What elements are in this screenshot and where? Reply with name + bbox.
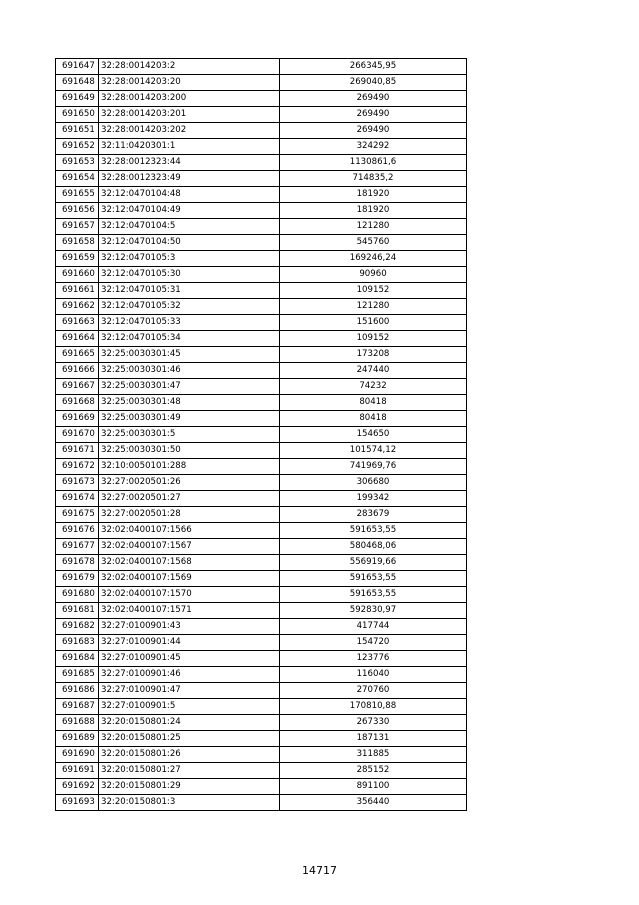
row-id-cell: 691688 <box>56 715 99 731</box>
row-id-cell: 691661 <box>56 283 99 299</box>
row-id-cell: 691654 <box>56 171 99 187</box>
table-row <box>56 699 467 715</box>
cadastral-number-cell: 32:12:0470105:3 <box>99 251 280 267</box>
row-id-cell: 691660 <box>56 267 99 283</box>
value-cell: 90960 <box>280 267 467 283</box>
cadastral-number-cell: 32:27:0100901:43 <box>99 619 280 635</box>
value-cell: 74232 <box>280 379 467 395</box>
row-id-cell: 691662 <box>56 299 99 315</box>
value-cell: 311885 <box>280 747 467 763</box>
value-cell: 154650 <box>280 427 467 443</box>
row-id-cell: 691655 <box>56 187 99 203</box>
row-id-cell: 691648 <box>56 75 99 91</box>
row-id-cell: 691684 <box>56 651 99 667</box>
value-cell: 591653,55 <box>280 571 467 587</box>
table-row <box>56 75 467 91</box>
table-row <box>56 651 467 667</box>
table-row <box>56 251 467 267</box>
value-cell: 580468,06 <box>280 539 467 555</box>
value-cell: 121280 <box>280 299 467 315</box>
cadastral-number-cell: 32:25:0030301:48 <box>99 395 280 411</box>
cadastral-number-cell: 32:27:0100901:45 <box>99 651 280 667</box>
table-row <box>56 731 467 747</box>
table-row <box>56 267 467 283</box>
table-row <box>56 795 467 811</box>
value-cell: 741969,76 <box>280 459 467 475</box>
value-cell: 714835,2 <box>280 171 467 187</box>
cadastral-number-cell: 32:12:0470105:32 <box>99 299 280 315</box>
row-id-cell: 691667 <box>56 379 99 395</box>
table-row <box>56 187 467 203</box>
table-row <box>56 667 467 683</box>
row-id-cell: 691677 <box>56 539 99 555</box>
row-id-cell: 691680 <box>56 587 99 603</box>
value-cell: 109152 <box>280 283 467 299</box>
table-row <box>56 155 467 171</box>
cadastral-number-cell: 32:12:0470105:31 <box>99 283 280 299</box>
value-cell: 80418 <box>280 395 467 411</box>
table-row <box>56 139 467 155</box>
row-id-cell: 691675 <box>56 507 99 523</box>
row-id-cell: 691647 <box>56 59 99 75</box>
cadastral-number-cell: 32:12:0470104:48 <box>99 187 280 203</box>
row-id-cell: 691652 <box>56 139 99 155</box>
value-cell: 1130861,6 <box>280 155 467 171</box>
value-cell: 101574,12 <box>280 443 467 459</box>
cadastral-number-cell: 32:12:0470105:34 <box>99 331 280 347</box>
table-row <box>56 635 467 651</box>
row-id-cell: 691690 <box>56 747 99 763</box>
row-id-cell: 691691 <box>56 763 99 779</box>
table-row <box>56 347 467 363</box>
value-cell: 283679 <box>280 507 467 523</box>
table-row <box>56 683 467 699</box>
value-cell: 545760 <box>280 235 467 251</box>
cadastral-number-cell: 32:28:0014203:20 <box>99 75 280 91</box>
table-row <box>56 539 467 555</box>
cadastral-number-cell: 32:28:0014203:201 <box>99 107 280 123</box>
cadastral-number-cell: 32:20:0150801:25 <box>99 731 280 747</box>
cadastral-number-cell: 32:27:0100901:5 <box>99 699 280 715</box>
table-row <box>56 123 467 139</box>
table-row <box>56 571 467 587</box>
row-id-cell: 691681 <box>56 603 99 619</box>
cadastral-number-cell: 32:02:0400107:1571 <box>99 603 280 619</box>
row-id-cell: 691665 <box>56 347 99 363</box>
value-cell: 356440 <box>280 795 467 811</box>
row-id-cell: 691673 <box>56 475 99 491</box>
cadastral-number-cell: 32:20:0150801:27 <box>99 763 280 779</box>
row-id-cell: 691650 <box>56 107 99 123</box>
cadastral-number-cell: 32:25:0030301:5 <box>99 427 280 443</box>
cadastral-number-cell: 32:25:0030301:45 <box>99 347 280 363</box>
value-cell: 417744 <box>280 619 467 635</box>
table-row <box>56 411 467 427</box>
row-id-cell: 691682 <box>56 619 99 635</box>
cadastral-number-cell: 32:28:0012323:49 <box>99 171 280 187</box>
row-id-cell: 691693 <box>56 795 99 811</box>
page-number: 14717 <box>302 864 337 877</box>
cadastral-number-cell: 32:27:0100901:44 <box>99 635 280 651</box>
value-cell: 891100 <box>280 779 467 795</box>
cadastral-number-cell: 32:25:0030301:47 <box>99 379 280 395</box>
value-cell: 121280 <box>280 219 467 235</box>
cadastral-number-cell: 32:12:0470105:33 <box>99 315 280 331</box>
value-cell: 269490 <box>280 123 467 139</box>
value-cell: 181920 <box>280 187 467 203</box>
table-row <box>56 779 467 795</box>
value-cell: 187131 <box>280 731 467 747</box>
table-row <box>56 379 467 395</box>
cadastral-number-cell: 32:02:0400107:1567 <box>99 539 280 555</box>
value-cell: 247440 <box>280 363 467 379</box>
cadastral-number-cell: 32:20:0150801:24 <box>99 715 280 731</box>
row-id-cell: 691663 <box>56 315 99 331</box>
row-id-cell: 691692 <box>56 779 99 795</box>
value-cell: 306680 <box>280 475 467 491</box>
value-cell: 169246,24 <box>280 251 467 267</box>
row-id-cell: 691670 <box>56 427 99 443</box>
row-id-cell: 691658 <box>56 235 99 251</box>
table-row <box>56 91 467 107</box>
value-cell: 269040,85 <box>280 75 467 91</box>
cadastral-number-cell: 32:10:0050101:288 <box>99 459 280 475</box>
cadastral-number-cell: 32:27:0020501:26 <box>99 475 280 491</box>
cadastral-number-cell: 32:12:0470104:5 <box>99 219 280 235</box>
table-row <box>56 59 467 75</box>
cadastral-number-cell: 32:27:0020501:27 <box>99 491 280 507</box>
table-row <box>56 619 467 635</box>
table-row <box>56 219 467 235</box>
table-row <box>56 235 467 251</box>
table-row <box>56 299 467 315</box>
row-id-cell: 691669 <box>56 411 99 427</box>
table-row <box>56 603 467 619</box>
row-id-cell: 691651 <box>56 123 99 139</box>
cadastral-number-cell: 32:02:0400107:1566 <box>99 523 280 539</box>
table-body <box>56 59 467 811</box>
cadastral-number-cell: 32:25:0030301:46 <box>99 363 280 379</box>
table-row <box>56 763 467 779</box>
cadastral-number-cell: 32:25:0030301:49 <box>99 411 280 427</box>
cadastral-number-cell: 32:27:0100901:47 <box>99 683 280 699</box>
row-id-cell: 691672 <box>56 459 99 475</box>
row-id-cell: 691671 <box>56 443 99 459</box>
row-id-cell: 691689 <box>56 731 99 747</box>
cadastral-number-cell: 32:12:0470104:50 <box>99 235 280 251</box>
row-id-cell: 691676 <box>56 523 99 539</box>
value-cell: 285152 <box>280 763 467 779</box>
cadastral-number-cell: 32:27:0100901:46 <box>99 667 280 683</box>
value-cell: 199342 <box>280 491 467 507</box>
row-id-cell: 691649 <box>56 91 99 107</box>
cadastral-number-cell: 32:20:0150801:29 <box>99 779 280 795</box>
cadastral-number-cell: 32:25:0030301:50 <box>99 443 280 459</box>
value-cell: 173208 <box>280 347 467 363</box>
table-row <box>56 587 467 603</box>
cadastral-number-cell: 32:27:0020501:28 <box>99 507 280 523</box>
table-row <box>56 171 467 187</box>
table-row <box>56 363 467 379</box>
table-row <box>56 331 467 347</box>
cadastral-number-cell: 32:02:0400107:1568 <box>99 555 280 571</box>
value-cell: 151600 <box>280 315 467 331</box>
cadastral-number-cell: 32:28:0012323:44 <box>99 155 280 171</box>
value-cell: 80418 <box>280 411 467 427</box>
value-cell: 267330 <box>280 715 467 731</box>
cadastral-number-cell: 32:28:0014203:2 <box>99 59 280 75</box>
value-cell: 116040 <box>280 667 467 683</box>
table-row <box>56 507 467 523</box>
table-row <box>56 427 467 443</box>
row-id-cell: 691666 <box>56 363 99 379</box>
table-row <box>56 459 467 475</box>
value-cell: 266345,95 <box>280 59 467 75</box>
value-cell: 592830,97 <box>280 603 467 619</box>
table-row <box>56 395 467 411</box>
row-id-cell: 691686 <box>56 683 99 699</box>
cadastral-number-cell: 32:20:0150801:3 <box>99 795 280 811</box>
value-cell: 109152 <box>280 331 467 347</box>
row-id-cell: 691659 <box>56 251 99 267</box>
row-id-cell: 691656 <box>56 203 99 219</box>
table-row <box>56 475 467 491</box>
table-row <box>56 715 467 731</box>
table-row <box>56 203 467 219</box>
value-cell: 269490 <box>280 107 467 123</box>
value-cell: 591653,55 <box>280 587 467 603</box>
row-id-cell: 691664 <box>56 331 99 347</box>
table-row <box>56 107 467 123</box>
row-id-cell: 691683 <box>56 635 99 651</box>
table-row <box>56 555 467 571</box>
value-cell: 324292 <box>280 139 467 155</box>
table-row <box>56 315 467 331</box>
row-id-cell: 691679 <box>56 571 99 587</box>
table-row <box>56 747 467 763</box>
value-cell: 591653,55 <box>280 523 467 539</box>
cadastral-number-cell: 32:28:0014203:200 <box>99 91 280 107</box>
table-row <box>56 443 467 459</box>
table-row <box>56 491 467 507</box>
value-cell: 123776 <box>280 651 467 667</box>
row-id-cell: 691657 <box>56 219 99 235</box>
row-id-cell: 691687 <box>56 699 99 715</box>
value-cell: 270760 <box>280 683 467 699</box>
row-id-cell: 691668 <box>56 395 99 411</box>
row-id-cell: 691685 <box>56 667 99 683</box>
row-id-cell: 691678 <box>56 555 99 571</box>
cadastral-number-cell: 32:20:0150801:26 <box>99 747 280 763</box>
value-cell: 269490 <box>280 91 467 107</box>
table-row <box>56 523 467 539</box>
row-id-cell: 691653 <box>56 155 99 171</box>
cadastral-number-cell: 32:28:0014203:202 <box>99 123 280 139</box>
value-cell: 181920 <box>280 203 467 219</box>
cadastral-number-cell: 32:11:0420301:1 <box>99 139 280 155</box>
value-cell: 556919,66 <box>280 555 467 571</box>
value-cell: 154720 <box>280 635 467 651</box>
table-row <box>56 283 467 299</box>
row-id-cell: 691674 <box>56 491 99 507</box>
cadastral-number-cell: 32:02:0400107:1570 <box>99 587 280 603</box>
value-cell: 170810,88 <box>280 699 467 715</box>
cadastral-number-cell: 32:12:0470105:30 <box>99 267 280 283</box>
cadastral-number-cell: 32:12:0470104:49 <box>99 203 280 219</box>
cadastral-value-table <box>55 58 467 811</box>
cadastral-number-cell: 32:02:0400107:1569 <box>99 571 280 587</box>
